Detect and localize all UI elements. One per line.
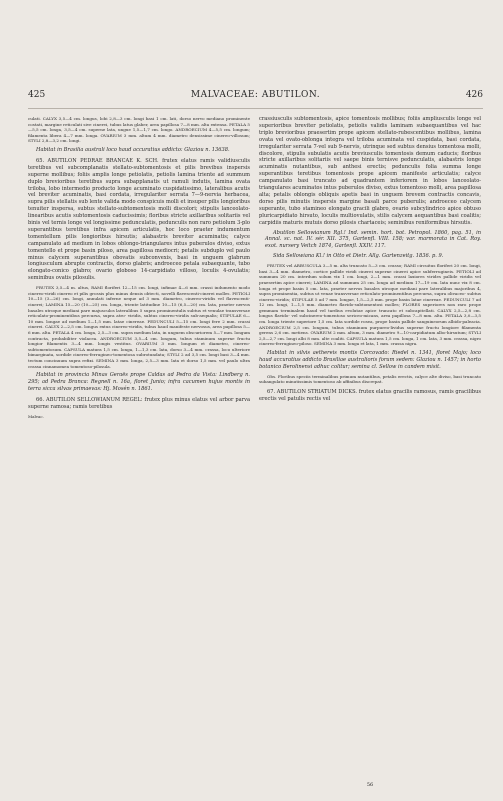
species-heading: 65. ABUTILON PEDRAE BRANCAE K. SCH. frutex elatus ramis validiusculis teretibus vel subcomplanatis stellato-subtomentosis et pilis brevibus inspersis superne mollibus; foliis amplis longe petiolatis, petiolis lamina triente ad summum duplo brevioribus teretibus supra subapplanatis ut ramuli indutis, lamina ovata triloba, lobo intermedio producto longe acuminato cuspidatissimo, lateralibus acutis vel breviter acuminatis, basi cordata, irregulariter serrata 7—9-nervia herbacea, supra pilis stellatis sub lente valida modo conspicuis molli et insuper pilis longioribus tenuiter inspersa, subtus stellato-subtomentosis molli discolori; stipulis lanceolato-linearibus acutis subtomentosis caducissimis; floribus stricte axillaribus solitariis vel binis vel ternis longe vel longissime pedunculatis, pedunculis non raro petiolum 3-plo superantibus teretibus infra apicem articulatis, hoc loco praeter indumentum tomentellum pilis longioribus hirsutis; alabastris breviter acuminatis; calyce campanulato ad medium in lobos oblongo-triangulares intus puberulos diviso, extus tomentello et prope basin piloso, area papillosa mediocri; petalis subduplo vel paulo minus calycem superantibus obovatis subconvexis, basi in unguem glabrum longiusculum abrupte contractis, dorso glabris; androeceo petala subaequante, tubo elongato-conico glabro; ovario globoso 14-carpidiato villoso, loculis 4-ovulatis; seminibus ovatis pilosulis.: [28, 157, 250, 282]
paragraph: Obs. Floribus speciis terminalibus primum nutantibus, petalis erectis, calyce alte diviso, basi truncato subangulato minutissimis tomentoso ab affinibus discrepat.: [259, 373, 481, 385]
page-header: [28, 90, 483, 106]
left-column: [28, 116, 250, 776]
right-column: [259, 116, 481, 801]
page-footer: 56: [366, 782, 374, 788]
paragraph: FRUTEX 3,5—4 m. altus, RAMI floriferi 12—15 cm. longi, infimae 4—6 mm. crassi indumento modo cinereo-viridi cinereo et pilis grossis plus minus densis obtecti, novelli flavescenti-cinerei molles. PETIOLI 10—15 (3—26) cm. longi, annulati inferne neque ad 3 mm. diametro, cinereo-viridis vel flavescenti-cinerei; LAMINA 15—20 (10—25) cm. longa, triente latitudine 10—15 (6,5—20) cm. lata, praeter nervos basales utroque mediani pare majusculos lateralibus 5 supra prominentulis subtus et venulae transversae reticulato-prominentibus percursa, supra atro- viridis, subtus cinereo-viridis sub-aequalis; STIPULAE 6—10 mm. longae ad medium 1—1,5 mm. latae cinereae. PEDUNCULI 5—15 cm. longi fere 2 mm. crassi cinerei. CALYX 2—2,5 cm. longus extus cinereo-viridis, tubus haud manifeste nervosus, area papillosa 5—6 mm. alta. PETALA 4 cm. longa, 2,5—3 cm. supra medium lata, in unguem obscuriorem 5—7 mm. longum contracta, probabiliter violacea. ANDROECIUM 3,5—4 cm. longum, tubus staminum superne fructu longior filamentis 3—4 mm. longis vestitus. OVARIUM 3 mm. longum et diametro, cinereo-subtomentosum. CAPSULA matura 1,5 cm. longa, 1—1,3 cm. lata, dorso 3—4 mm. crassa, loco ulteriore bimarginata, sordide cinereo-ferrugineo-tomentosa subrotundata; STYLI 2 ad 3,5 cm. longi basi 3—4 mm. tectum concinuum supra refixi. SEMINA 3 mm. longa, 2,5—3 mm. lata et dorso 1,5 mm. vel paulo ultra crassa cinnamomea tomentoso-pilosula.: [28, 285, 250, 369]
paragraph: crassiusculis subtomentosis, apice tomentosis mollibus; foliis ampliusculis longe vel superioribus breviter petiolatis, petiolis validis laminam subaequantibus vel hac triplo brevioribus praesertim prope apicem stellato-rubescentibus mollibus, lamina ovata vel ovato-oblonga integra vel triloba acuminata vel cuspidata, basi cordata, irregulariter serrata 7-vel sub 9-nervis, utrinque sed subtus densius tomentosa molli, discolore, stipulis subulatis acutis breviusculis tomentosis demum caducis; floribus stricte axillaribus solitariis vel saepe binis ternisve pedunculatis, alabastris longe acuminatis nutantibus, sub anthesi erectis; pedunculis folia summa longe superantibus teretibus tomentosis prope apicem manifeste articulatis; calyce campanulato basi truncato ad quadrantem inferiorem in lobos lanceolato-triangulares acuminatos intus puberulos diviso, extus tomentoso molli, area papillosa alta; petalis oblongis obliquis apetis basi in unguem brevem contractis concavis, dorso pilis minutis inspersis margine basali parce puberulis; androeceo calycem superante, tubo stamineo elongato gracili glabro, ovario subcylindrico apice obtuso pluricarpidiato hirsuto, loculis multiovulatis, stilis calycem aequantibus basi coalitis; carpidiis maturis mutuis dorso pilosis chartaceis; seminibus reniformibus hirsutis.: [259, 116, 481, 226]
paragraph: Habitat in provincia Minas Geraës prope Caldas ad Pedra da Vista: Lindberg n. 295; ad Pedra Branca: Regnell n. 16a, floret Junio; infra cacumen hujus montis in terra sicca silvas primaevas: Hj. Mosén n. 1861.: [28, 372, 250, 392]
species-heading: 67. ABUTILON STRIATUM DICKS. frutex elatus gracilis ramosus, ramis gracilibus erectis vel patulis rectis vel: [259, 388, 481, 402]
paragraph: FRUTEX vel ARBUSCULA 3—5 m. alta truncato 5—3 cm. crasso; RAMI circuitus floriferi 20 cm. longi, basi 3—4 mm. diametro, cortice pallide viridi cinerei superne cinerei apice subferrugineis. PETIOLI ad summum 20 cm. interdum solum vix 1 cm. longi, 2—1 mm. crassi laxiores virides pallide viridis vel praesertim apice cinerei; LAMINA ad summum 25 cm. longa ad medium 17—19 cm. lata nunc vix 8 cm. longa et prope basin 5 cm. lata, praeter nervos basales utroque mediani pare lateralibus majoribus 4, supra prominentia, subtus ut venae transversae reticulato-prominentibus percursa, supra olivaceo- subtus cinereo-viridis; STIPULAE 5 ad 7 mm. longae, 1,5—2,5 mm. prope basin latae cinereae. PEDUNCULI 7 ad 12 cm. longi, 1—1,5 mm. diametro flavido-subtomentosi molles; FLORES superiores non raro prope gemmam terminalem haud vel tardius evolutae apice truncato et subcapitellati. CALYX 2,5—2,8 cm. longus flavido- vel subcinereo-tomentoso sericeo-micans, area papillosa 7—8 mm. alta. PETALA 3,0—3,5 cm. longa triente superiore 1,5 cm. lata sordide rosea, prope basin pallide sanguineorum albido-paleacia. ANDROECIUM 2,5 cm. longum, tubus staminum purpureo-lividus superne fructu longiore filamenta gerens 2,6 cm. metiens. OVARIUM 2 mm. altum, 3 mm. diametro 9—10-carpidiatum albo-hirsutum; STYLI 2,5—2,7 cm. longi albi 8 mm. alte coaliti. CAPSULA matura 1,5 cm. longa, 1 cm. lata, 3 mm. crassa, nigro cinereo-ferrugineo-piloso. SEMINA 3 mm. longa et lata, 1 mm. crassa nigra.: [259, 263, 481, 347]
species-heading: 66. ABUTILON SELLOWIANUM REGEL: frutex plus minus elatus vel arbor parva superne ramosa; ramis teretibus: [28, 396, 250, 410]
paragraph: culati. CALYX 3,5—4 cm. longus, lobi 2,8—3 cm. longi basi 1 cm. lati, dorso nervo mediano prominente costati, margine reticulati sive cinerei, tubus latus glaber, area papillosa 7—8 mm. alta extensa. PETALA 5—5,5 cm. longa, 3,5—4 cm. superne lata, ungue 1,5—1,7 cm. longo. ANDROECIUM 4—5,5 cm. longum; filamenta libera 4—7 mm. longa. OVARIUM 3 mm. altum 4 mm. diametro densissime cinereo-villosum; STYLI 2,8—3,2 cm. longi.: [28, 116, 250, 144]
printer-signature: Malvac.: [28, 413, 44, 419]
paragraph: Abutilon Sellowianum Rgl.! Ind. semin. hort. bot. Petropol. 1860, pag. 51, in Annal. sc. nat. IV. sér. XII. 375, Gartenfl. VIII. 158; var. marmorata in Cat. Roy. exot. nursery Veitch 1874, Gartenfl. XXIV. 117.: [265, 229, 481, 250]
page-number-left: 425: [28, 90, 46, 100]
paragraph: Habitat in Brasilia australi loco haud accuratius addicto: Glaziou n. 13638.: [36, 146, 230, 153]
column-divider: [253, 116, 254, 786]
header-rule: [28, 108, 483, 109]
running-title: MALVACEAE: ABUTILON.: [190, 90, 321, 100]
paragraph: Sida Sellowiana Kl.! in Otto et Dietr. Allg. Gartenzeitg. 1836. p. 9.: [273, 253, 444, 260]
page-number-right: 426: [465, 90, 483, 100]
paragraph: Habitat in silvis aethereis montis Corcovado: Riedel n. 1341, floret Majo; loco haud accuratius addicto Brasiliae australioris forum sedem: Glaziou n. 1457; in horto botanico Berolinensi adhuc colitur; semina cl. Sellow in candem misit.: [259, 350, 481, 370]
